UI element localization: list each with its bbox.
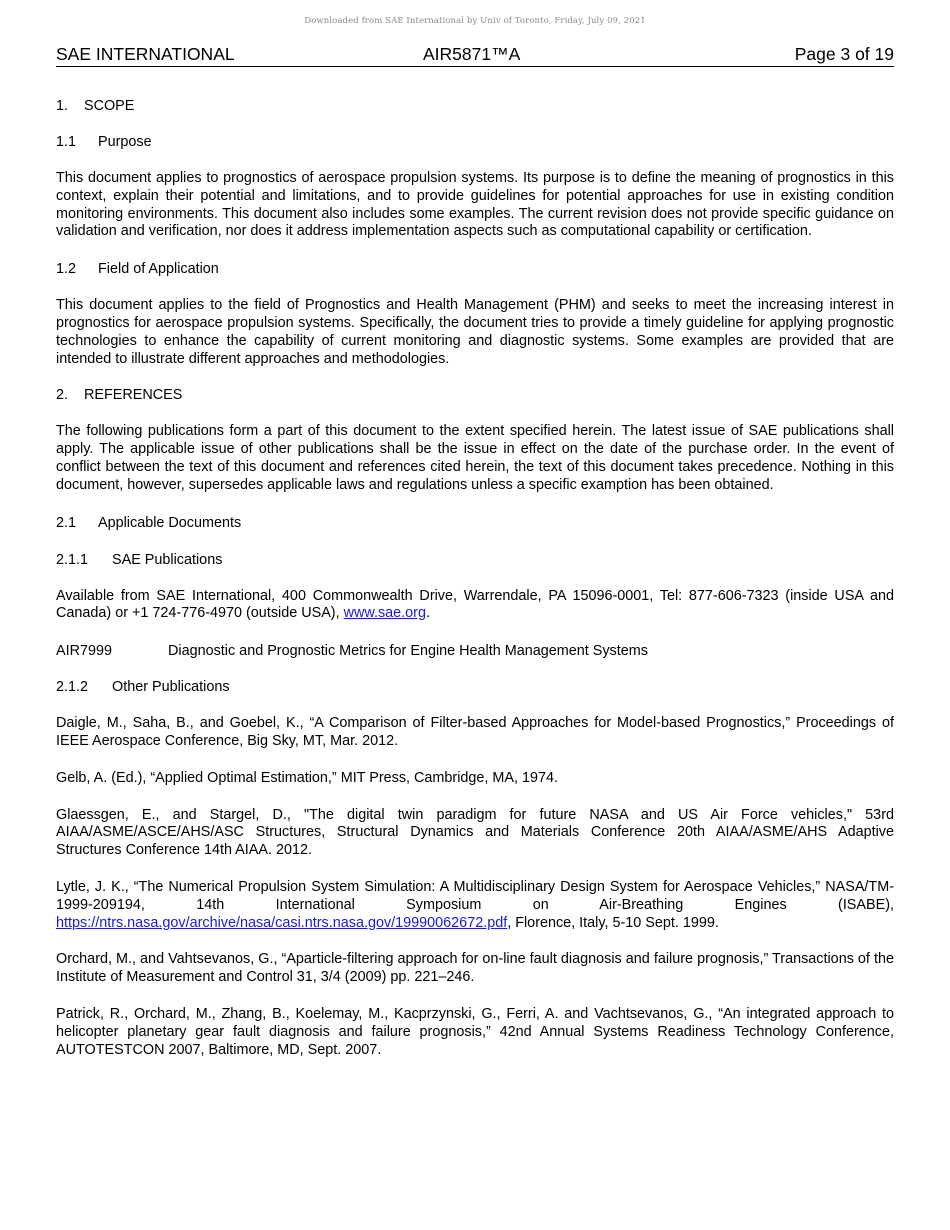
section-title: REFERENCES [84, 387, 183, 404]
section-title: SAE Publications [112, 551, 223, 568]
section-number: 1. [56, 98, 69, 114]
document-id: AIR7999 [56, 643, 113, 660]
section-number: 2.1.2 [56, 679, 89, 696]
reference-text-end: , Florence, Italy, 5-10 Sept. 1999. [507, 914, 719, 931]
section-number: 2.1 [56, 514, 77, 531]
reference-text: Lytle, J. K., “The Numerical Propulsion System Simulation: A Multidisciplinary Design System for Aerospace Vehicles,” NASA/TM-1999-209194, 14th International Symposium on Air-Breathing Engines (ISABE), [56, 878, 894, 913]
section-title: Applicable Documents [98, 514, 242, 531]
download-watermark: Downloaded from SAE International by Univ of Toronto, Friday, July 09, 2021 [304, 16, 646, 26]
document-title: Diagnostic and Prognostic Metrics for Engine Health Management Systems [168, 643, 648, 660]
section-heading-other-publications [56, 678, 894, 696]
applicable-document-row [56, 642, 894, 660]
section-heading-field-of-application [56, 260, 894, 278]
section-number: 2.1.1 [56, 551, 89, 568]
references-paragraph: The following publications form a part of this document to the extent specified herein. The latest issue of SAE publications shall apply. The applicable issue of other publications shall be the issue in effect on the date of the purchase order. In the event of conflict between the text of this document and references cited herein, the text of this document takes precedence. Nothing in this document, however, supersedes applicable laws and regulations unless a specific examption has been obtained. [56, 423, 894, 493]
page-header [56, 44, 894, 67]
section-heading-scope [56, 97, 894, 115]
section-heading-purpose [56, 133, 894, 151]
document-body [56, 97, 894, 1059]
reference-entry-patrick: Patrick, R., Orchard, M., Zhang, B., Koelemay, M., Kacprzynski, G., Ferri, A. and Vachtsevanos, G., “An integrated approach to helicopter planetary gear fault diagnosis and failure prognosis,” 42nd Annual Systems Readiness Technology Conference, AUTOTESTCON 2007, Baltimore, MD, Sept. 2007. [56, 1005, 894, 1058]
section-heading-sae-publications [56, 551, 894, 569]
section-heading-references [56, 386, 894, 404]
reference-entry-glaessgen: Glaessgen, E., and Stargel, D., "The digital twin paradigm for future NASA and US Air Force vehicles," 53rd AIAA/ASME/ASCE/AHS/ASC Structures, Structural Dynamics and Materials Conference 20th AIAA/ASME/AHS Adaptive Structures Conference 14th AIAA. 2012. [56, 806, 894, 859]
reference-entry-orchard: Orchard, M., and Vahtsevanos, G., “Aparticle-filtering approach for on-line fault diagnosis and failure prognosis,” Transactions of the Institute of Measurement and Control 31, 3/4 (2009) pp. 221–246. [56, 951, 894, 986]
section-number: 1.2 [56, 261, 77, 278]
header-org: SAE INTERNATIONAL [56, 44, 235, 64]
section-title: Other Publications [112, 679, 230, 696]
section-title: Field of Application [98, 261, 219, 278]
reference-entry-lytle [56, 879, 894, 932]
availability-text: Available from SAE International, 400 Commonwealth Drive, Warrendale, PA 15096-0001, Tel: 877-606-7323 (inside USA and Canada) or +1 724-776-4970 (outside USA), [56, 587, 894, 622]
sae-website-link[interactable]: www.sae.org [343, 605, 426, 622]
nasa-ntrs-link[interactable]: https://ntrs.nasa.gov/archive/nasa/casi.ntrs.nasa.gov/19990062672.pdf [56, 914, 508, 931]
header-doc-number: AIR5871™A [423, 44, 521, 64]
reference-entry-daigle: Daigle, M., Saha, B., and Goebel, K., “A Comparison of Filter-based Approaches for Model-based Prognostics,” Proceedings of IEEE Aerospace Conference, Big Sky, MT, Mar. 2012. [56, 715, 894, 749]
availability-text-end: . [425, 605, 430, 622]
reference-entry-gelb: Gelb, A. (Ed.), “Applied Optimal Estimation,” MIT Press, Cambridge, MA, 1974. [56, 769, 558, 786]
section-heading-applicable-documents [56, 514, 894, 532]
section-title: SCOPE [84, 98, 135, 114]
purpose-paragraph: This document applies to prognostics of aerospace propulsion systems. Its purpose is to define the meaning of prognostics in this context, explain their potential and limitations, and to provide guidelines for potential approaches for use in existing condition monitoring environments. This document also includes some examples. The current revision does not provide specific guidance on validation and verification, nor does it address implementation aspects such as computational capability or certification. [56, 170, 894, 240]
sae-availability-paragraph [56, 588, 894, 624]
field-of-application-paragraph: This document applies to the field of Prognostics and Health Management (PHM) and seeks to meet the increasing interest in prognostics for aerospace propulsion systems. Specifically, the document tries to provide a timely guideline for applying prognostic technologies to enhance the capability of current monitoring and diagnostic systems. Some examples are provided that are intended to illustrate different approaches and methodologies. [56, 297, 894, 367]
section-title: Purpose [98, 134, 152, 150]
section-number: 1.1 [56, 134, 77, 150]
header-page-number: Page 3 of 19 [794, 44, 894, 64]
section-number: 2. [56, 387, 69, 404]
